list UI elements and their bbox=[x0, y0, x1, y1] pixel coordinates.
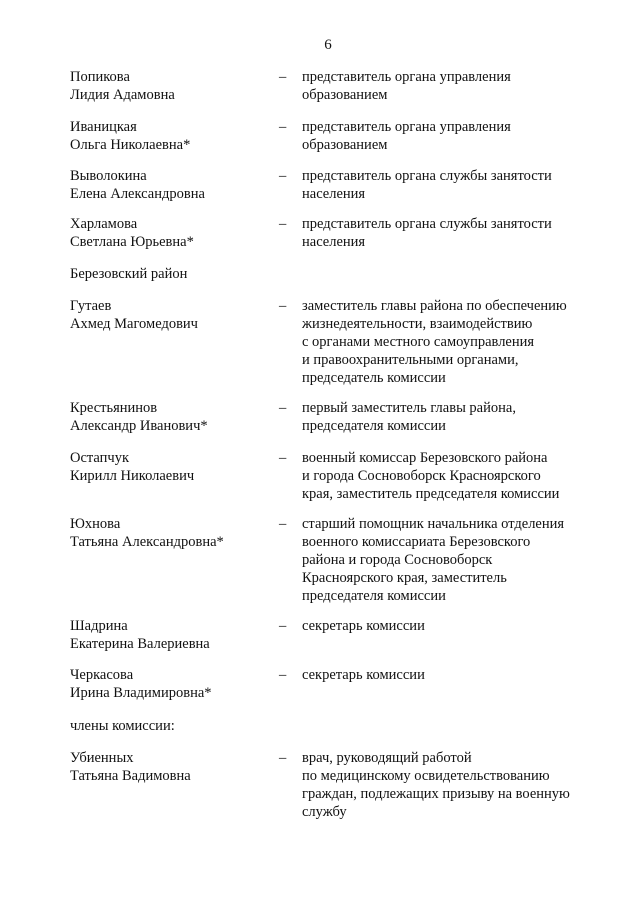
surname: Остапчук bbox=[70, 450, 130, 466]
role-line: и правоохранительными органами, bbox=[302, 352, 519, 368]
position-description bbox=[302, 399, 602, 435]
dash-separator: – bbox=[279, 400, 287, 416]
role-line: заместитель главы района по обеспечению bbox=[302, 298, 567, 314]
person-name bbox=[70, 215, 270, 251]
dash-separator: – bbox=[279, 69, 287, 85]
role-line: и города Сосновоборск Красноярского bbox=[302, 468, 541, 484]
role-line: с органами местного самоуправления bbox=[302, 334, 535, 350]
position-description bbox=[302, 515, 602, 605]
surname: Юхнова bbox=[70, 516, 121, 532]
person-name bbox=[70, 617, 270, 653]
role-line: первый заместитель главы района, bbox=[302, 400, 516, 416]
position-description bbox=[302, 749, 602, 821]
dash-separator: – bbox=[279, 667, 287, 683]
dash-separator: – bbox=[279, 750, 287, 766]
dash-separator: – bbox=[279, 119, 287, 135]
role-line: представитель органа управления bbox=[302, 119, 511, 135]
role-line: военного комиссариата Березовского bbox=[302, 534, 531, 550]
position-description bbox=[302, 617, 602, 635]
role-line: населения bbox=[302, 186, 366, 202]
role-line: представитель органа службы занятости bbox=[302, 168, 552, 184]
given-names: Ольга Николаевна* bbox=[70, 137, 191, 153]
surname: Крестьянинов bbox=[70, 400, 158, 416]
district-heading: Березовский район bbox=[70, 266, 188, 282]
given-names: Александр Иванович* bbox=[70, 418, 208, 434]
dash-separator: – bbox=[279, 618, 287, 634]
surname: Харламова bbox=[70, 216, 138, 232]
surname: Гутаев bbox=[70, 298, 112, 314]
dash-separator: – bbox=[279, 216, 287, 232]
given-names: Лидия Адамовна bbox=[70, 87, 175, 103]
surname: Шадрина bbox=[70, 618, 128, 634]
surname: Черкасова bbox=[70, 667, 134, 683]
given-names: Кирилл Николаевич bbox=[70, 468, 195, 484]
role-line: населения bbox=[302, 234, 366, 250]
role-line: председатель комиссии bbox=[302, 370, 446, 386]
role-line: граждан, подлежащих призыву на военную bbox=[302, 786, 570, 802]
position-description bbox=[302, 118, 602, 154]
page-number: 6 bbox=[324, 37, 332, 53]
person-name bbox=[70, 167, 270, 203]
given-names: Татьяна Вадимовна bbox=[70, 768, 191, 784]
person-name bbox=[70, 749, 270, 785]
role-line: района и города Сосновоборск bbox=[302, 552, 493, 568]
person-name bbox=[70, 666, 270, 702]
role-line: председателя комиссии bbox=[302, 418, 446, 434]
role-line: представитель органа управления bbox=[302, 69, 511, 85]
position-description bbox=[302, 449, 602, 503]
role-line: врач, руководящий работой bbox=[302, 750, 472, 766]
role-line: военный комиссар Березовского района bbox=[302, 450, 548, 466]
given-names: Екатерина Валериевна bbox=[70, 636, 210, 652]
surname: Иваницкая bbox=[70, 119, 137, 135]
position-description bbox=[302, 167, 602, 203]
role-line: представитель органа службы занятости bbox=[302, 216, 552, 232]
position-description bbox=[302, 297, 602, 387]
role-line: секретарь комиссии bbox=[302, 618, 425, 634]
given-names: Ахмед Магомедович bbox=[70, 316, 198, 332]
position-description bbox=[302, 215, 602, 251]
person-name bbox=[70, 515, 270, 551]
person-name bbox=[70, 399, 270, 435]
role-line: края, заместитель председателя комиссии bbox=[302, 486, 560, 502]
role-line: службу bbox=[302, 804, 347, 820]
role-line: председателя комиссии bbox=[302, 588, 446, 604]
person-name bbox=[70, 449, 270, 485]
role-line: Красноярского края, заместитель bbox=[302, 570, 507, 586]
person-name bbox=[70, 68, 270, 104]
role-line: жизнедеятельности, взаимодействию bbox=[302, 316, 533, 332]
dash-separator: – bbox=[279, 298, 287, 314]
position-description bbox=[302, 666, 602, 684]
given-names: Елена Александровна bbox=[70, 186, 205, 202]
surname: Убиенных bbox=[70, 750, 134, 766]
position-description bbox=[302, 68, 602, 104]
role-line: старший помощник начальника отделения bbox=[302, 516, 565, 532]
given-names: Татьяна Александровна* bbox=[70, 534, 224, 550]
members-heading: члены комиссии: bbox=[70, 718, 175, 734]
dash-separator: – bbox=[279, 516, 287, 532]
role-line: образованием bbox=[302, 137, 388, 153]
person-name bbox=[70, 297, 270, 333]
person-name bbox=[70, 118, 270, 154]
given-names: Ирина Владимировна* bbox=[70, 685, 212, 701]
surname: Выволокина bbox=[70, 168, 147, 184]
surname: Попикова bbox=[70, 69, 130, 85]
dash-separator: – bbox=[279, 168, 287, 184]
dash-separator: – bbox=[279, 450, 287, 466]
role-line: образованием bbox=[302, 87, 388, 103]
given-names: Светлана Юрьевна* bbox=[70, 234, 194, 250]
role-line: по медицинскому освидетельствованию bbox=[302, 768, 550, 784]
role-line: секретарь комиссии bbox=[302, 667, 425, 683]
